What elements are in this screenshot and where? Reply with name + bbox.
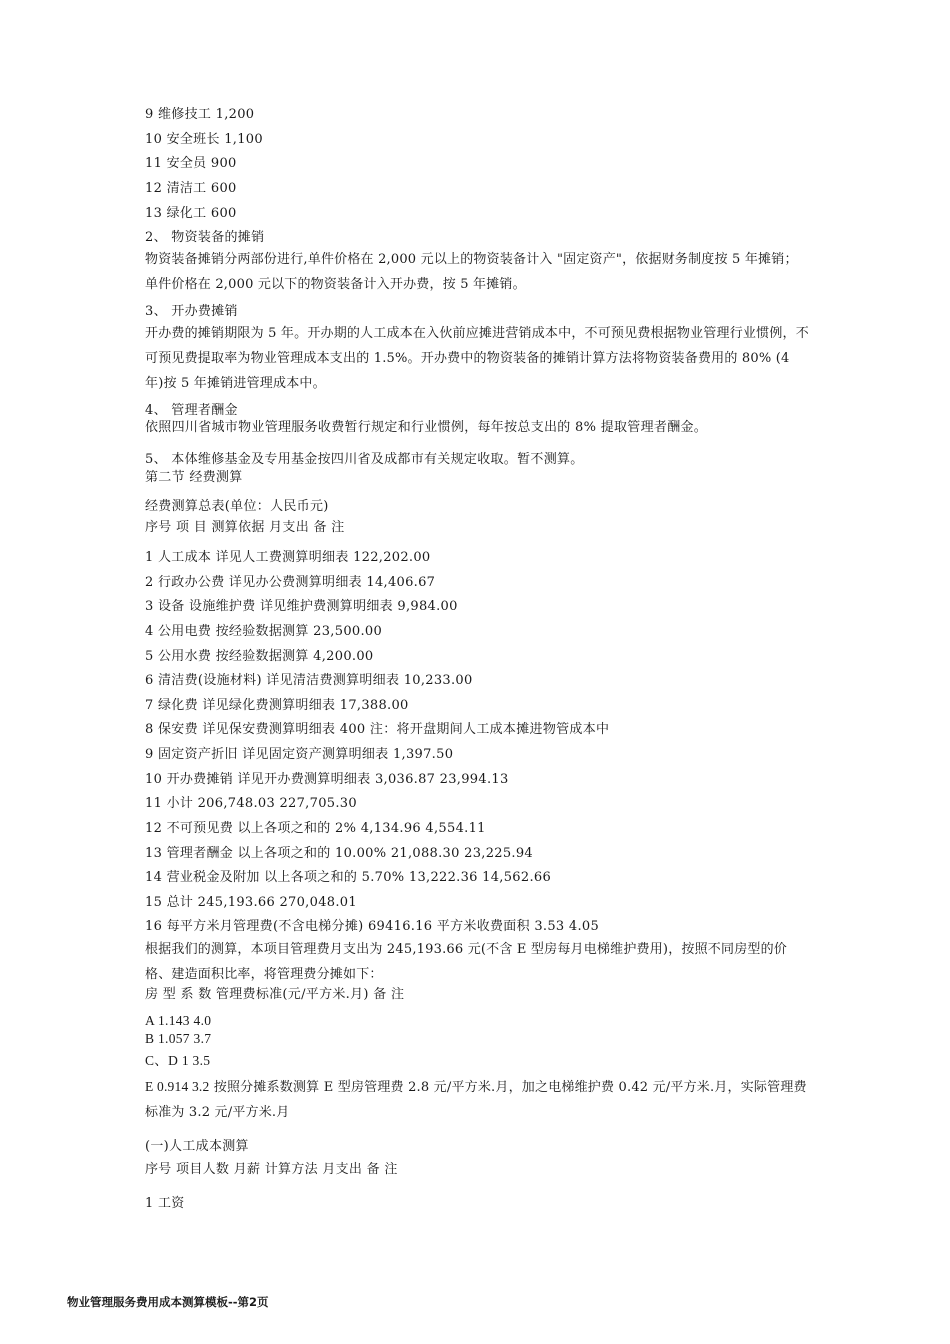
allocation-row: C、D 1 3.5 [145,1053,211,1068]
summary-row: 2 行政办公费 详见办公费测算明细表 14,406.67 [145,575,436,590]
allocation-header: 房 型 系 数 管理费标准(元/平方米.月) 备 注 [145,987,405,1002]
summary-row: 7 绿化费 详见绿化费测算明细表 17,388.00 [145,698,409,713]
summary-row: 11 小计 206,748.03 227,705.30 [145,796,357,811]
summary-row: 4 公用电费 按经验数据测算 23,500.00 [145,624,383,639]
allocation-row: B 1.057 3.7 [145,1031,212,1046]
allocation-row-e [145,1074,810,1125]
staff-row: 11 安全员 900 [145,156,237,171]
summary-row: 8 保安费 详见保安费测算明细表 400 注：将开盘期间人工成本摊进物管成本中 [145,722,610,737]
summary-row: 9 固定资产折旧 详见固定资产测算明细表 1,397.50 [145,747,454,762]
section-3-text: 开办费的摊销期限为 5 年。开办期的人工成本在入伙前应摊进营销成本中，不可预见费根据物业管理行业惯例，不可预见费提取率为物业管理成本支出的 1.5%。开办费中的物资装备的摊销计算方法将物资装备费用的 80% (4 年)按 5 年摊销进管理成本中。 [145,326,809,391]
section-2-heading: 2、 物资装备的摊销 [145,230,265,245]
summary-row: 5 公用水费 按经验数据测算 4,200.00 [145,649,374,664]
summary-row: 14 营业税金及附加 以上各项之和的 5.70% 13,222.36 14,562.66 [145,870,552,885]
summary-header: 序号 项 目 测算依据 月支出 备 注 [145,520,345,535]
summary-row: 13 管理者酬金 以上各项之和的 10.00% 21,088.30 23,225.94 [145,846,533,861]
labor-header: 序号 项目人数 月薪 计算方法 月支出 备 注 [145,1162,398,1177]
page-footer: 物业管理服务费用成本测算模板--第2页 [67,1295,269,1309]
section-4-text: 依照四川省城市物业管理服务收费暂行规定和行业惯例，每年按总支出的 8% 提取管理者酬金。 [145,420,708,435]
summary-row: 12 不可预见费 以上各项之和的 2% 4,134.96 4,554.11 [145,821,486,836]
labor-heading: (一)人工成本测算 [145,1139,249,1154]
allocation-e-text: 按照分摊系数测算 E 型房管理费 2.8 元/平方米.月，加之电梯维护费 0.42 元/平方米.月，实际管理费标准为 3.2 元/平方米.月 [145,1080,807,1120]
summary-row: 6 清洁费(设施材料) 详见清洁费测算明细表 10,233.00 [145,673,473,688]
allocation-row: A 1.143 4.0 [145,1013,212,1028]
section-5-text: 5、 本体维修基金及专用基金按四川省及成都市有关规定收取。暂不测算。 [145,452,584,467]
summary-row: 3 设备 设施维护费 详见维护费测算明细表 9,984.00 [145,599,458,614]
summary-row: 15 总计 245,193.66 270,048.01 [145,895,357,910]
staff-row: 13 绿化工 600 [145,206,237,221]
staff-row: 9 维修技工 1,200 [145,107,255,122]
section-3-heading: 3、 开办费摊销 [145,304,238,319]
allocation-e-prefix: E 0.914 3.2 [145,1079,210,1094]
chapter-heading: 第二节 经费测算 [145,470,243,485]
summary-row: 1 人工成本 详见人工费测算明细表 122,202.00 [145,550,431,565]
staff-row: 10 安全班长 1,100 [145,132,263,147]
section-2-text: 物资装备摊销分两部份进行,单件价格在 2,000 元以上的物资装备计入 "固定资产"，依据财务制度按 5 年摊销；单件价格在 2,000 元以下的物资装备计入开办费，按 5 年摊销。 [145,252,798,292]
section-4-heading: 4、 管理者酬金 [145,403,238,418]
summary-row: 16 每平方米月管理费(不含电梯分摊) 69416.16 平方米收费面积 3.53 4.05 [145,919,600,934]
staff-row: 12 清洁工 600 [145,181,237,196]
allocation-text: 根据我们的测算，本项目管理费月支出为 245,193.66 元(不含 E 型房每月电梯维护费用)，按照不同房型的价格、建造面积比率，将管理费分摊如下： [145,942,787,982]
summary-row: 10 开办费摊销 详见开办费测算明细表 3,036.87 23,994.13 [145,772,509,787]
summary-title: 经费测算总表(单位：人民币元) [145,499,329,514]
labor-row: 1 工资 [145,1196,185,1211]
